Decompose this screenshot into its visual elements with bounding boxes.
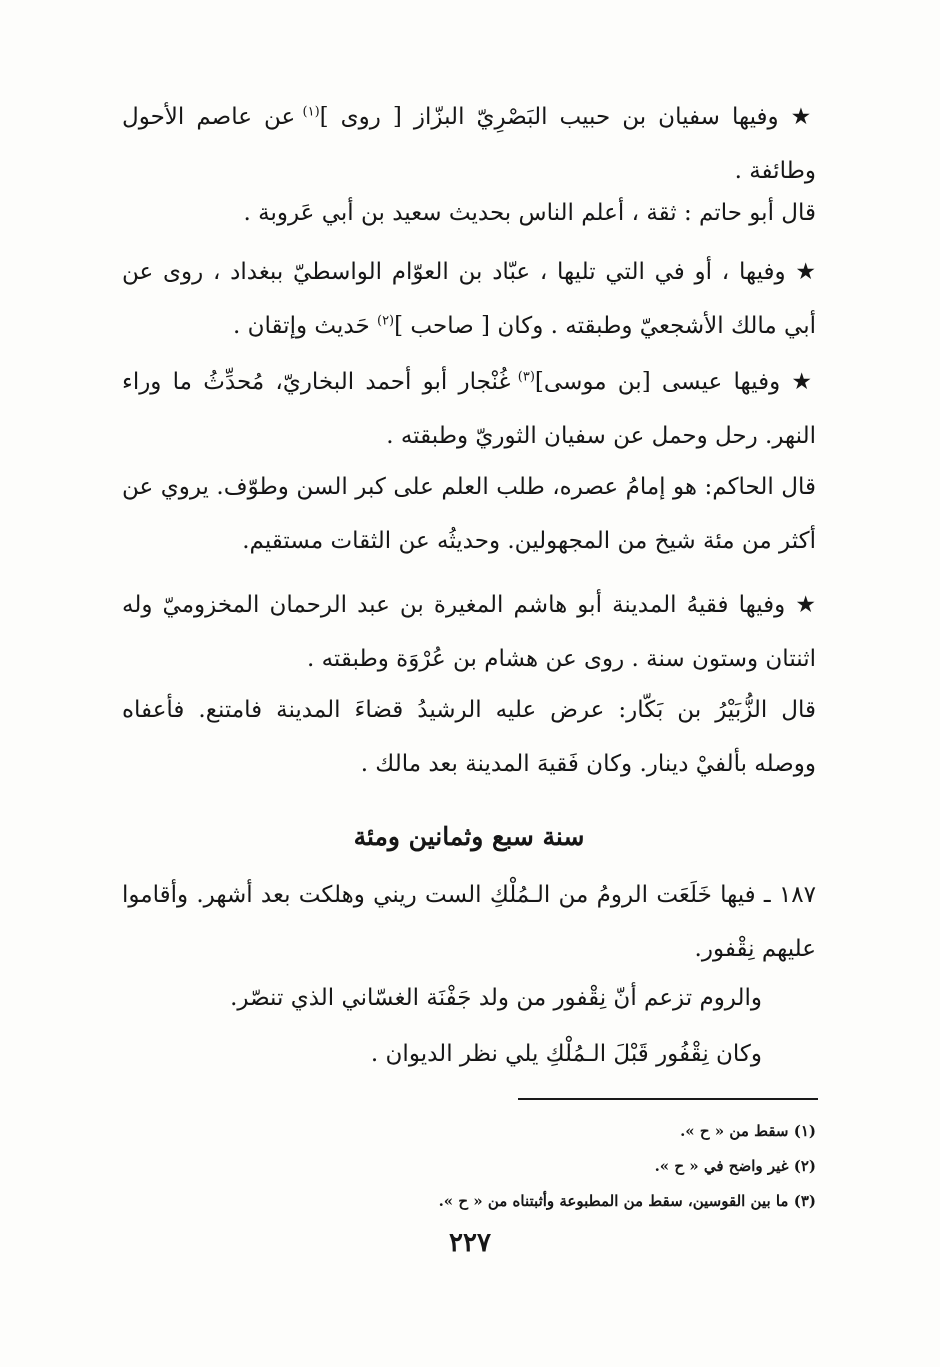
entry-isa bbox=[122, 355, 816, 463]
note-nikephoros-diwan bbox=[122, 1027, 762, 1081]
quote-zubayr bbox=[122, 683, 816, 791]
footnote-number: (١) bbox=[793, 1122, 816, 1140]
entry-text: والروم تزعم أنّ نِقْفور من ولد جَفْنَة الغسّاني الذي تنصّر. bbox=[230, 985, 762, 1011]
quote-abu-hatim bbox=[122, 186, 816, 240]
footnote-1 bbox=[180, 1118, 816, 1144]
entry-text: وكان نِقْفُور قَبْلَ الـمُلْكِ يلي نظر الديوان . bbox=[370, 1041, 762, 1067]
entry-mughira bbox=[122, 578, 816, 686]
entry-text: غُنْجار أبو أحمد البخاريّ، مُحدِّثُ ما وراء النهر. رحل وحمل عن سفيان الثوريّ وطبقته . bbox=[122, 369, 816, 449]
page-number: ٢٢٧ bbox=[449, 1228, 491, 1258]
quote-hakim bbox=[122, 460, 816, 568]
section-heading: سنة سبع وثمانين ومئة bbox=[353, 822, 585, 851]
footnote-text: ما بين القوسين، سقط من المطبوعة وأثبتناه من « ح ». bbox=[438, 1192, 789, 1210]
entry-text: حَديث وإتقان . bbox=[233, 313, 377, 339]
footnote-text: سقط من « ح ». bbox=[680, 1122, 789, 1140]
note-nikephoros-origin bbox=[122, 971, 762, 1025]
entry-sufyan bbox=[122, 90, 816, 198]
footnote-2 bbox=[180, 1153, 816, 1179]
entry-text: ★ وفيها سفيان بن حبيب البَصْرِيّ البزّاز [ روى ] bbox=[319, 104, 816, 130]
footnote-3 bbox=[180, 1188, 816, 1214]
quote-text: قال الحاكم: هو إمامُ عصره، طلب العلم على كبر السن وطوّف. يروي عن أكثر من مئة شيخ من المجهولين. وحديثُه عن الثقات مستقيم. bbox=[122, 474, 816, 554]
footnote-text: غير واضح في « ح ». bbox=[654, 1157, 789, 1175]
year-187-entry bbox=[122, 868, 816, 976]
footnote-ref[interactable]: (٣) bbox=[517, 369, 535, 385]
footnote-divider bbox=[518, 1098, 818, 1100]
entry-abbad bbox=[122, 245, 816, 353]
footnote-number: (٣) bbox=[793, 1192, 816, 1210]
entry-text: ★ وفيها ، أو في التي تليها ، عبّاد بن العوّام الواسطيّ ببغداد ، روى عن أبي مالك الأشجعيّ وطبقته . وكان [ صاحب ] bbox=[122, 259, 816, 339]
quote-text: قال أبو حاتم : ثقة ، أعلم الناس بحديث سعيد بن أبي عَروبة . bbox=[243, 200, 816, 226]
entry-text: ١٨٧ ـ فيها خَلَعَت الرومُ من الـمُلْكِ الست ريني وهلكت بعد أشهر. وأقاموا عليهم نِقْفور. bbox=[122, 882, 816, 962]
entry-text: عن عاصم الأحول وطائفة . bbox=[122, 104, 816, 184]
footnote-ref[interactable]: (١) bbox=[302, 104, 320, 120]
footnote-ref[interactable]: (٢) bbox=[376, 313, 395, 329]
quote-text: قال الزُّبَيْرُ بن بَكّار: عرض عليه الرشيدُ قضاءَ المدينة فامتنع. فأعفاه ووصله بألفيْ دينار. وكان فَقيهَ المدينة بعد مالك . bbox=[122, 697, 816, 777]
entry-text: ★ وفيها فقيهُ المدينة أبو هاشم المغيرة بن عبد الرحمان المخزوميّ وله اثنتان وستون سنة . روى عن هشام بن عُرْوَة وطبقته . bbox=[122, 592, 816, 672]
entry-text: ★ وفيها عيسى [بن موسى] bbox=[534, 369, 816, 395]
footnote-number: (٢) bbox=[793, 1157, 816, 1175]
